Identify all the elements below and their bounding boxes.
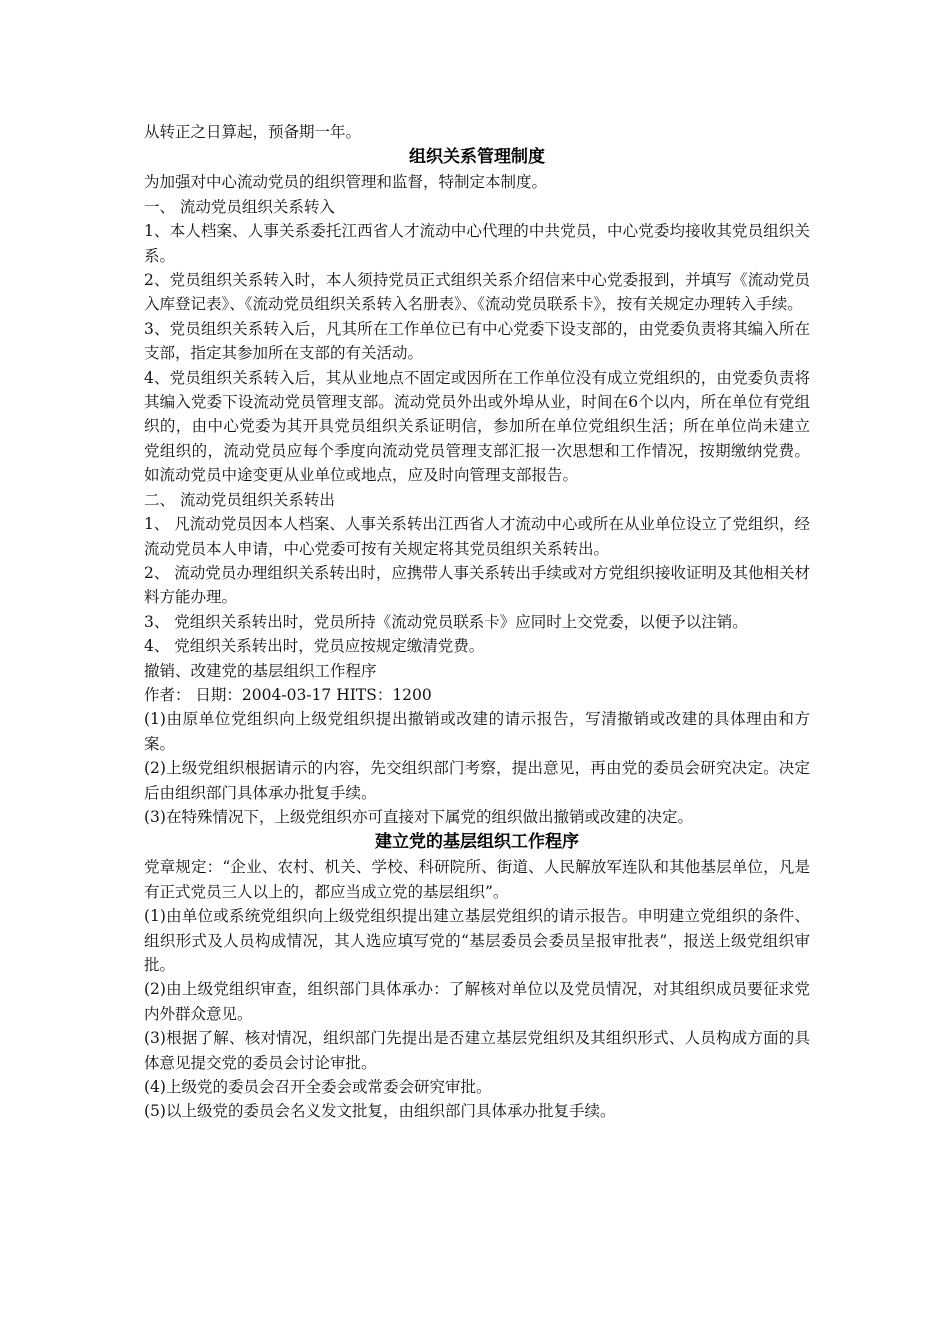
paragraph-continuation: 从转正之日算起，预备期一年。	[144, 123, 362, 141]
paragraph-charter: 党章规定：“企业、农村、机关、学校、科研院所、街道、人民解放军连队和其他基层单位，凡是有正式党员三人以上的，都应当成立党的基层组织”。	[144, 858, 810, 901]
paragraph-item: (2)上级党组织根据请示的内容，先交组织部门考察，提出意见，再由党的委员会研究决定。决定后由组织部门具体承办批复手续。	[144, 759, 810, 802]
paragraph-item: 1、本人档案、人事关系委托江西省人才流动中心代理的中共党员，中心党委均接收其党员组织关系。	[144, 222, 810, 265]
subheading-transfer-out: 二、 流动党员组织关系转出	[144, 490, 335, 509]
paragraph-item: 2、 流动党员办理组织关系转出时，应携带人事关系转出手续或对方党组织接收证明及其他相关材料方能办理。	[144, 563, 810, 607]
heading-revoke-procedure: 撤销、改建党的基层组织工作程序	[144, 661, 377, 680]
paragraph-item: (1)由原单位党组织向上级党组织提出撤销或改建的请示报告，写清撤销或改建的具体理由和方案。	[144, 710, 810, 753]
paragraph-intro: 为加强对中心流动党员的组织管理和监督，特制定本制度。	[144, 173, 548, 192]
paragraph-item: (4)上级党的委员会召开全委会或常委会研究审批。	[144, 1078, 492, 1097]
paragraph-item: (3)在特殊情况下，上级党组织亦可直接对下属党的组织做出撤销或改建的决定。	[144, 807, 693, 826]
paragraph-item: 3、党员组织关系转入后，凡其所在工作单位已有中心党委下设支部的，由党委负责将其编入所在支部，指定其参加所在支部的有关活动。	[144, 319, 810, 363]
paragraph-item: (2)由上级党组织审查，组织部门具体承办：了解核对单位以及党员情况，对其组织成员要征求党内外群众意见。	[144, 980, 810, 1023]
paragraph-item: (5)以上级党的委员会名义发文批复，由组织部门具体承办批复手续。	[144, 1102, 616, 1121]
article-meta: 作者： 日期：2004-03-17 HITS：1200	[144, 685, 432, 704]
paragraph-item: 3、 党组织关系转出时，党员所持《流动党员联系卡》应同时上交党委，以便予以注销。	[144, 612, 748, 631]
section-title-establish: 建立党的基层组织工作程序	[375, 832, 579, 853]
document-page	[144, 120, 810, 1124]
paragraph-item: (1)由单位或系统党组织向上级党组织提出建立基层党组织的请示报告。申明建立党组织的条件、组织形式及人员构成情况，其人选应填写党的“基层委员会委员呈报审批表”，报送上级党组织审批。	[144, 907, 810, 974]
paragraph-item: 2、党员组织关系转入时，本人须持党员正式组织关系介绍信来中心党委报到，并填写《流动党员入库登记表》、《流动党员组织关系转入名册表》、《流动党员联系卡》，按有关规定办理转入手续。	[144, 271, 810, 314]
paragraph-item: (3)根据了解、核对情况，组织部门先提出是否建立基层党组织及其组织形式、人员构成方面的具体意见提交党的委员会讨论审批。	[144, 1029, 810, 1072]
subheading-transfer-in: 一、 流动党员组织关系转入	[144, 197, 335, 216]
section-title-org-relations: 组织关系管理制度	[409, 147, 545, 168]
paragraph-item: 1、 凡流动党员因本人档案、人事关系转出江西省人才流动中心或所在从业单位设立了党组织，经流动党员本人申请，中心党委可按有关规定将其党员组织关系转出。	[144, 515, 810, 558]
paragraph-item: 4、 党组织关系转出时，党员应按规定缴清党费。	[144, 637, 485, 656]
paragraph-item: 4、党员组织关系转入后，其从业地点不固定或因所在工作单位没有成立党组织的，由党委负责将其编入党委下设流动党员管理支部。流动党员外出或外埠从业，时间在6个以内，所在单位有党组织的，由中心党委为其开具党员组织关系证明信，参加所在单位党组织生活；所在单位尚未建立党组织的，流动党员应每个季度向流动党员管理支部汇报一次思想和工作情况，按期缴纳党费。如流动党员中途变更从业单位或地点，应及时向管理支部报告。	[144, 368, 810, 485]
